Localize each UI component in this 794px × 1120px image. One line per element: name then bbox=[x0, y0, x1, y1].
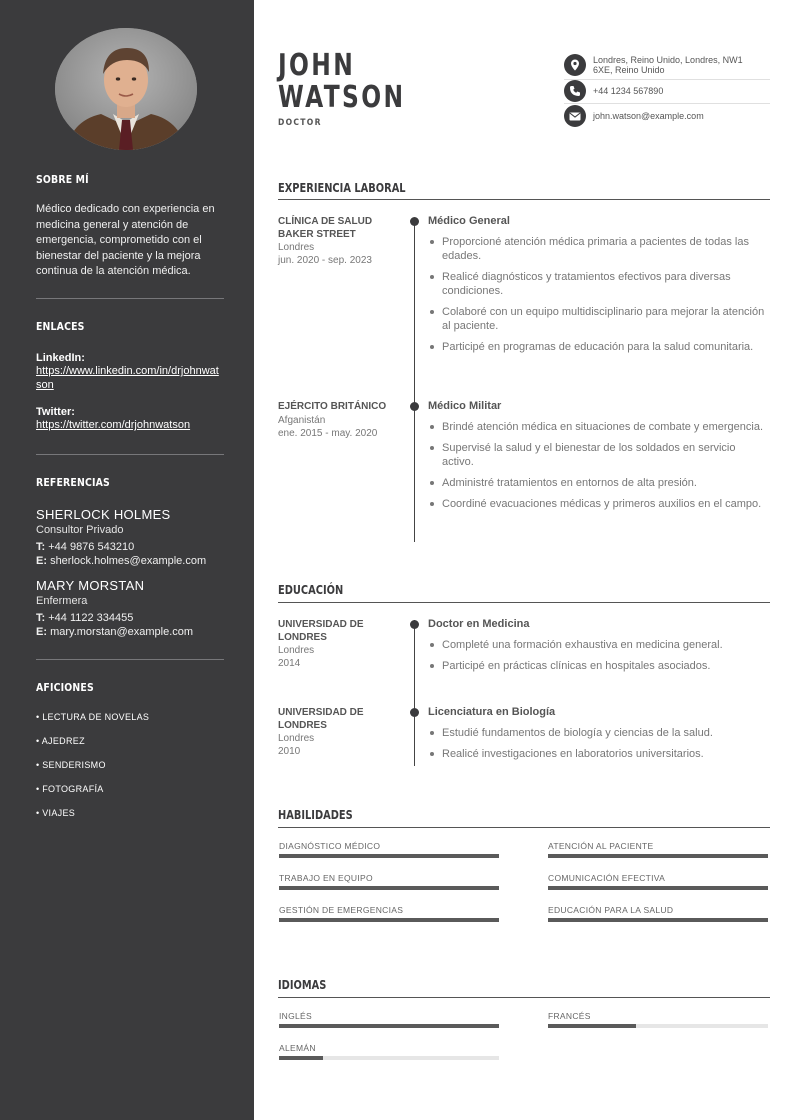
skill-item bbox=[548, 873, 768, 890]
divider bbox=[36, 454, 224, 455]
job-bullet: Coordiné evacuaciones médicas y primeros auxilios en el campo. bbox=[428, 497, 770, 511]
education-meta bbox=[278, 707, 398, 758]
reference-phone bbox=[36, 611, 224, 625]
skill-item bbox=[279, 905, 499, 922]
portrait-photo-icon bbox=[55, 28, 197, 150]
education-details bbox=[428, 706, 770, 768]
skill-label: EDUCACIÓN PARA LA SALUD bbox=[548, 905, 674, 915]
skill-bar-fill bbox=[279, 918, 499, 922]
skill-bar-fill bbox=[548, 918, 768, 922]
job-title: Médico General bbox=[428, 215, 510, 227]
twitter-link[interactable]: https://twitter.com/drjohnwatson bbox=[36, 419, 191, 431]
school-name: UNIVERSIDAD DE LONDRES bbox=[278, 707, 364, 731]
education-timeline bbox=[414, 620, 415, 766]
experience-details bbox=[428, 400, 770, 518]
hobby-item: • VIAJES bbox=[36, 808, 76, 818]
link-label: Twitter: bbox=[36, 406, 75, 418]
reference-phone bbox=[36, 540, 224, 554]
school-name: UNIVERSIDAD DE LONDRES bbox=[278, 619, 364, 643]
job-title: Médico Militar bbox=[428, 400, 502, 412]
about-text: Médico dedicado con experiencia en medicina general y atención de emergencia, comprometido con el bienestar del paciente y la mejora continua de la atención médica. bbox=[36, 203, 215, 277]
contact-phone bbox=[564, 80, 770, 102]
experience-details bbox=[428, 215, 770, 361]
skill-bar bbox=[548, 854, 768, 858]
graduation-year: 2010 bbox=[278, 746, 301, 757]
job-location: Londres bbox=[278, 242, 315, 253]
skill-label: GESTIÓN DE EMERGENCIAS bbox=[279, 905, 404, 915]
skill-bar bbox=[279, 854, 499, 858]
email-value: sherlock.holmes@example.com bbox=[50, 555, 207, 567]
degree-bullet: Estudié fundamentos de biología y ciencias de la salud. bbox=[428, 726, 770, 740]
skill-label: DIAGNÓSTICO MÉDICO bbox=[279, 841, 381, 851]
references-section bbox=[36, 476, 224, 639]
skill-label: COMUNICACIÓN EFECTIVA bbox=[548, 873, 666, 883]
main-content bbox=[254, 0, 794, 1120]
language-item bbox=[279, 1043, 499, 1060]
about-section bbox=[36, 173, 224, 280]
language-bar bbox=[279, 1024, 499, 1028]
reference-item bbox=[36, 507, 224, 568]
education-meta bbox=[278, 619, 398, 670]
employer-name: CLÍNICA DE SALUD BAKER STREET bbox=[278, 216, 373, 240]
divider bbox=[36, 659, 224, 660]
timeline-dot bbox=[410, 217, 419, 226]
skill-label: ATENCIÓN AL PACIENTE bbox=[548, 841, 654, 851]
job-dates: jun. 2020 - sep. 2023 bbox=[278, 255, 372, 266]
timeline-dot bbox=[410, 402, 419, 411]
languages-heading: IDIOMAS bbox=[278, 978, 327, 992]
language-item bbox=[279, 1011, 499, 1028]
email-text: john.watson@example.com bbox=[593, 110, 704, 121]
references-heading: REFERENCIAS bbox=[36, 476, 110, 489]
experience-meta bbox=[278, 401, 398, 440]
experience-heading: EXPERIENCIA LABORAL bbox=[278, 181, 406, 195]
job-bullet: Realicé diagnósticos y tratamientos efectivos para diversas condiciones. bbox=[428, 270, 770, 298]
graduation-year: 2014 bbox=[278, 658, 301, 669]
language-bar-fill bbox=[279, 1056, 323, 1060]
link-item-linkedin bbox=[36, 352, 224, 392]
education-details bbox=[428, 618, 770, 680]
phone-value: +44 1122 334455 bbox=[48, 612, 134, 624]
skill-bar bbox=[548, 918, 768, 922]
job-bullet: Participé en programas de educación para la salud comunitaria. bbox=[428, 340, 770, 354]
skill-label: TRABAJO EN EQUIPO bbox=[279, 873, 373, 883]
reference-role: Consultor Privado bbox=[36, 524, 124, 536]
divider bbox=[278, 602, 770, 603]
skill-bar-fill bbox=[279, 886, 499, 890]
timeline-dot bbox=[410, 620, 419, 629]
degree-title: Licenciatura en Biología bbox=[428, 706, 556, 718]
hobbies-section bbox=[36, 681, 224, 832]
divider bbox=[278, 199, 770, 200]
job-role: DOCTOR bbox=[278, 118, 322, 128]
experience-meta bbox=[278, 216, 398, 267]
location-pin-icon bbox=[564, 54, 586, 76]
language-bar bbox=[548, 1024, 768, 1028]
phone-icon bbox=[564, 80, 586, 102]
contact-address bbox=[564, 54, 770, 76]
skills-heading: HABILIDADES bbox=[278, 808, 353, 822]
last-name: WATSON bbox=[278, 80, 406, 115]
reference-email bbox=[36, 554, 224, 568]
job-bullet: Colaboré con un equipo multidisciplinario para mejorar la atención al paciente. bbox=[428, 305, 770, 333]
email-value: mary.morstan@example.com bbox=[50, 626, 194, 638]
employer-name: EJÉRCITO BRITÁNICO bbox=[278, 401, 387, 412]
degree-bullet: Completé una formación exhaustiva en medicina general. bbox=[428, 638, 770, 652]
skill-item bbox=[548, 841, 768, 858]
language-label: INGLÉS bbox=[279, 1011, 312, 1021]
language-item bbox=[548, 1011, 768, 1028]
job-bullet: Administré tratamientos en entornos de alta presión. bbox=[428, 476, 770, 490]
skill-bar bbox=[548, 886, 768, 890]
full-name bbox=[278, 50, 405, 114]
phone-value: +44 9876 543210 bbox=[48, 541, 135, 553]
skill-bar bbox=[279, 886, 499, 890]
profile-photo bbox=[55, 28, 197, 150]
language-bar-fill bbox=[548, 1024, 636, 1028]
divider bbox=[278, 997, 770, 998]
reference-item bbox=[36, 578, 224, 639]
degree-bullet: Realicé investigaciones en laboratorios universitarios. bbox=[428, 747, 770, 761]
job-location: Afganistán bbox=[278, 414, 326, 426]
skill-bar-fill bbox=[548, 886, 768, 890]
link-item-twitter bbox=[36, 406, 224, 432]
reference-name: MARY MORSTAN bbox=[36, 578, 145, 593]
skill-item bbox=[279, 841, 499, 858]
first-name: JOHN bbox=[278, 48, 356, 83]
degree-bullet: Participé en prácticas clínicas en hospitales asociados. bbox=[428, 659, 770, 673]
job-bullet: Proporcioné atención médica primaria a pacientes de todas las edades. bbox=[428, 235, 770, 263]
email-icon bbox=[564, 105, 586, 127]
links-heading: ENLACES bbox=[36, 320, 85, 333]
skill-item bbox=[548, 905, 768, 922]
sidebar bbox=[0, 0, 254, 1120]
divider bbox=[564, 103, 770, 104]
education-heading: EDUCACIÓN bbox=[278, 583, 344, 597]
skill-bar-fill bbox=[548, 854, 768, 858]
hobby-item: • FOTOGRAFÍA bbox=[36, 784, 104, 794]
language-bar-fill bbox=[279, 1024, 499, 1028]
divider bbox=[278, 827, 770, 828]
link-label: LinkedIn: bbox=[36, 352, 85, 364]
school-location: Londres bbox=[278, 645, 315, 656]
contact-email bbox=[564, 105, 770, 127]
phone-label: T: bbox=[36, 541, 46, 553]
job-bullet: Supervisé la salud y el bienestar de los soldados en servicio activo. bbox=[428, 441, 770, 469]
degree-title: Doctor en Medicina bbox=[428, 618, 530, 630]
reference-email bbox=[36, 625, 224, 639]
phone-text: +44 1234 567890 bbox=[593, 85, 664, 96]
hobby-item: • AJEDREZ bbox=[36, 736, 85, 746]
hobby-item: • LECTURA DE NOVELAS bbox=[36, 712, 150, 722]
reference-name: SHERLOCK HOLMES bbox=[36, 507, 171, 522]
language-bar bbox=[279, 1056, 499, 1060]
job-dates: ene. 2015 - may. 2020 bbox=[278, 427, 378, 439]
language-label: FRANCÉS bbox=[548, 1011, 591, 1021]
divider bbox=[36, 298, 224, 299]
job-bullet: Brindé atención médica en situaciones de combate y emergencia. bbox=[428, 420, 770, 434]
timeline-dot bbox=[410, 708, 419, 717]
about-heading: SOBRE MÍ bbox=[36, 173, 89, 186]
hobby-item: • SENDERISMO bbox=[36, 760, 106, 770]
skill-bar-fill bbox=[279, 854, 499, 858]
skill-bar bbox=[279, 918, 499, 922]
phone-label: T: bbox=[36, 612, 46, 624]
school-location: Londres bbox=[278, 733, 315, 744]
links-section bbox=[36, 320, 224, 432]
linkedin-link[interactable]: https://www.linkedin.com/in/drjohnwatson bbox=[36, 365, 219, 391]
experience-timeline bbox=[414, 218, 415, 542]
hobbies-heading: AFICIONES bbox=[36, 681, 94, 694]
address-text: Londres, Reino Unido, Londres, NW1 6XE, Reino Unido bbox=[593, 54, 743, 75]
email-label: E: bbox=[36, 555, 47, 567]
email-label: E: bbox=[36, 626, 47, 638]
language-label: ALEMÁN bbox=[279, 1043, 316, 1053]
reference-role: Enfermera bbox=[36, 595, 88, 607]
skill-item bbox=[279, 873, 499, 890]
